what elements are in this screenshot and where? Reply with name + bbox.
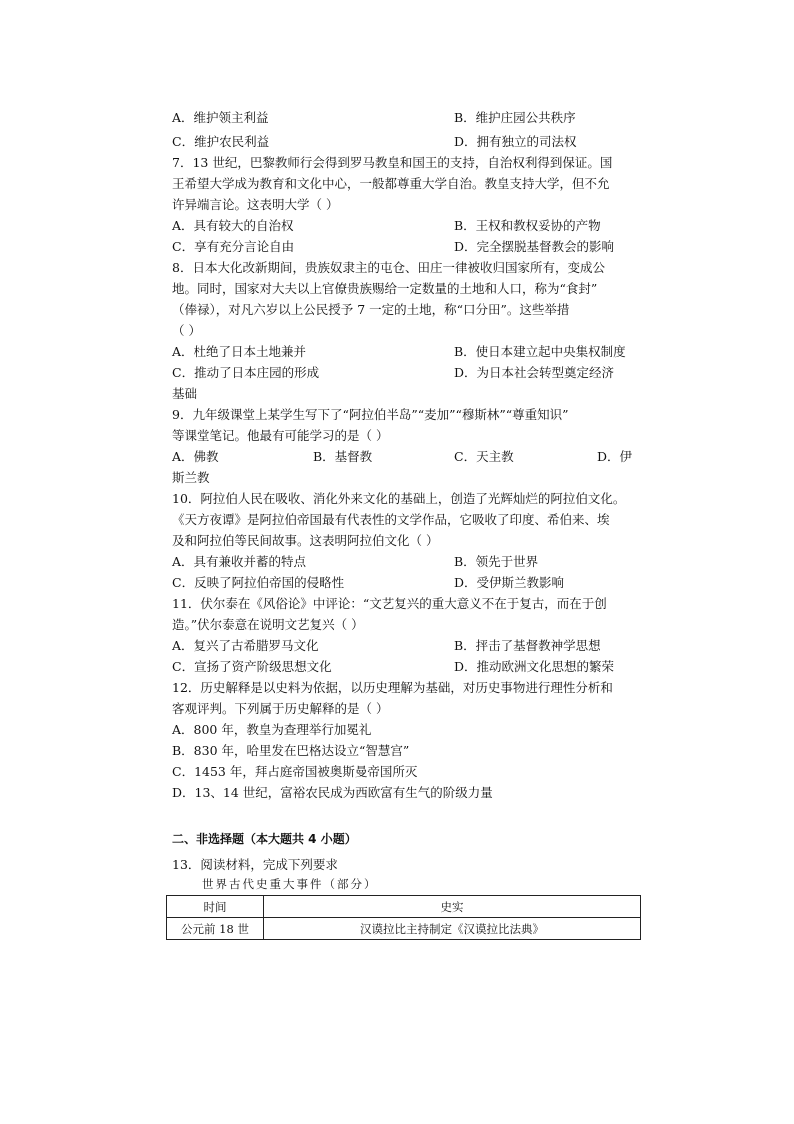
q10-option-a: A．具有兼收并蓄的特点 (172, 554, 307, 569)
table-caption: 世界古代史重大事件（部分） (202, 877, 378, 891)
q8-option-b: B．使日本建立起中央集权制度 (454, 344, 626, 359)
q8-option-d: D．为日本社会转型奠定经济 (454, 365, 615, 380)
q9-option-d: D．伊 (597, 449, 633, 464)
q10-option-c: C．反映了阿拉伯帝国的侵略性 (172, 575, 345, 590)
q10-stem-line-1: 10．阿拉伯人民在吸收、消化外来文化的基础上，创造了光辉灿烂的阿拉伯文化。 (172, 491, 626, 506)
q6-option-b: B．维护庄园公共秩序 (454, 110, 576, 125)
q8-stem-line-2: 地。同时，国家对大夫以上官僚贵族赐给一定数量的土地和人口，称为“食封” (172, 281, 598, 296)
table-header-row (167, 896, 641, 918)
q7-option-b: B．王权和教权妥协的产物 (454, 218, 601, 233)
q9-stem-line-1: 9．九年级课堂上某学生写下了“阿拉伯半岛”“麦加”“穆斯林”“尊重知识” (172, 407, 569, 422)
q6-option-a: A．维护领主利益 (172, 110, 269, 125)
q10-option-d: D．受伊斯兰教影响 (454, 575, 565, 590)
q9-option-b: B．基督教 (313, 449, 373, 464)
q7-stem-line-1: 7．13 世纪，巴黎教师行会得到罗马教皇和国王的支持，自治权利得到保证。国 (172, 155, 613, 170)
q7-stem-line-3: 许异端言论。这表明大学（ ） (172, 197, 339, 212)
q6-option-c: C．维护农民利益 (172, 134, 270, 149)
q9-stem-line-2: 等课堂笔记。他最有可能学习的是（ ） (172, 428, 389, 443)
q12-stem-line-1: 12．历史解释是以史料为依据，以历史理解为基础，对历史事物进行理性分析和 (172, 680, 613, 695)
q7-option-d: D．完全摆脱基督教会的影响 (454, 239, 615, 254)
q8-stem-line-3: （俸禄），对凡六岁以上公民授予 7 一定的土地，称“口分田”。这些举措 (172, 302, 570, 317)
section-heading: 二、非选择题（本大题共 4 小题） (172, 832, 357, 846)
q6-option-d: D．拥有独立的司法权 (454, 134, 577, 149)
q7-stem-line-2: 王希望大学成为教育和文化中心，一般都尊重大学自治。教皇支持大学，但不允 (172, 176, 610, 191)
table-header-time: 时间 (167, 896, 264, 918)
q9-option-a: A．佛教 (172, 449, 219, 464)
events-table (166, 895, 641, 940)
q9-option-c: C．天主教 (454, 449, 514, 464)
q12-stem-line-2: 客观评判。下列属于历史解释的是（ ） (172, 701, 389, 716)
q11-option-a: A．复兴了古希腊罗马文化 (172, 638, 319, 653)
q11-stem-line-1: 11．伏尔泰在《风俗论》中评论：“文艺复兴的重大意义不在于复古，而在于创 (172, 596, 607, 611)
q10-stem-line-3: 及和阿拉伯等民间故事。这表明阿拉伯文化（ ） (172, 533, 439, 548)
q11-option-d: D．推动欧洲文化思想的繁荣 (454, 659, 615, 674)
table-row (167, 918, 641, 940)
q11-option-b: B．抨击了基督教神学思想 (454, 638, 601, 653)
table-cell-fact: 汉谟拉比主持制定《汉谟拉比法典》 (264, 918, 641, 940)
q7-option-a: A．具有较大的自治权 (172, 218, 294, 233)
q10-stem-line-2: 《天方夜谭》是阿拉伯帝国最有代表性的文学作品，它吸收了印度、希伯来、埃 (172, 512, 610, 527)
q9-option-d-continued: 斯兰教 (172, 470, 210, 485)
q12-option-a: A．800 年，教皇为查理举行加冕礼 (172, 722, 372, 737)
q8-stem-line-1: 8．日本大化改新期间，贵族奴隶主的屯仓、田庄一律被收归国家所有，变成公 (172, 260, 605, 275)
q8-stem-line-4: （ ） (172, 323, 201, 338)
q12-option-d: D．13、14 世纪，富裕农民成为西欧富有生气的阶级力量 (172, 785, 493, 800)
q7-option-c: C．享有充分言论自由 (172, 239, 295, 254)
q11-option-c: C．宣扬了资产阶级思想文化 (172, 659, 332, 674)
q8-option-d-continued: 基础 (172, 386, 198, 401)
q12-option-b: B．830 年，哈里发在巴格达设立“智慧宫” (172, 743, 410, 758)
q11-stem-line-2: 造。”伏尔泰意在说明文艺复兴（ ） (172, 617, 364, 632)
q13-stem: 13．阅读材料，完成下列要求 (172, 857, 338, 872)
q12-option-c: C．1453 年，拜占庭帝国被奥斯曼帝国所灭 (172, 764, 418, 779)
table-header-fact: 史实 (264, 896, 641, 918)
q10-option-b: B．领先于世界 (454, 554, 539, 569)
q8-option-c: C．推动了日本庄园的形成 (172, 365, 320, 380)
q8-option-a: A．杜绝了日本土地兼并 (172, 344, 307, 359)
table-cell-time: 公元前 18 世 (167, 918, 264, 940)
